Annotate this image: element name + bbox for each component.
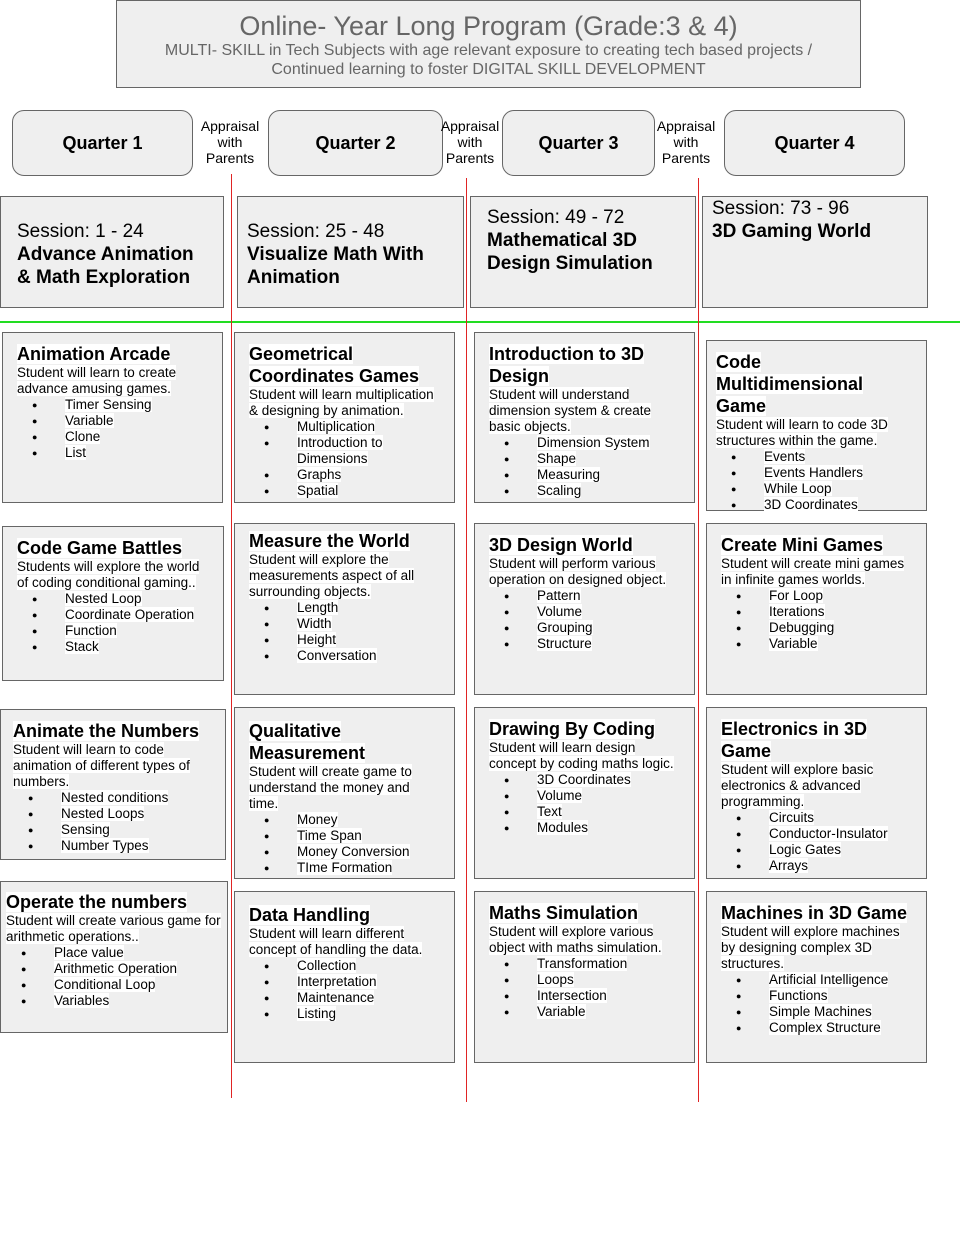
module-card [2,332,223,503]
module-card [706,523,927,695]
topic-list [6,945,221,1009]
module-description: Student will learn multiplication & designing by animation. [249,387,434,418]
module-card [706,707,927,879]
topic-item: ● Complex Structure [769,1020,912,1036]
topic-item: ● Grouping [537,620,680,636]
module-title: Introduction to 3D Design [489,344,644,386]
topic-item: ● Graphs [297,467,440,483]
topic-item: ● Place value [54,945,221,961]
topic-list [489,956,680,1020]
session-title: Animation [247,267,340,288]
topic-item: ● Maintenance [297,990,440,1006]
session-title: Advance Animation [17,244,194,265]
topic-item: ● Interpretation [297,974,440,990]
session-q4 [702,196,928,308]
topic-item: ● Variable [769,636,912,652]
topic-item: ● Pattern [537,588,680,604]
module-title: Geometrical Coordinates Games [249,344,420,386]
module-description: Student will explore machines by designing complex 3D structures. [721,924,900,971]
topic-item: ● Iterations [769,604,912,620]
topic-item: ● Conversation [297,648,440,664]
topic-item: ● Arrays [769,858,912,874]
topic-item: ● Spatial [297,483,440,499]
topic-item: ● Money Conversion [297,844,440,860]
module-title: Animation Arcade [17,344,171,364]
quarter-divider-line-2 [466,178,467,1102]
module-title: Electronics in 3D Game [721,719,868,761]
topic-item: ● Height [297,632,440,648]
module-title: Code Game Battles [17,538,183,558]
topic-item: ● Collection [297,958,440,974]
topic-item: ● Volume [537,788,680,804]
topic-item: ● Scaling [537,483,680,499]
session-title: Mathematical 3D [487,230,637,251]
topic-item: ● Variables [54,993,221,1009]
module-description: Student will explore basic electronics & advanced programming. [721,762,874,809]
topic-item: ● Text [537,804,680,820]
topic-item: ● Time Span [297,828,440,844]
topic-list [249,600,440,664]
module-description: Student will learn different concept of handling the data. [249,926,423,957]
topic-list [721,972,912,1036]
topic-list [489,588,680,652]
module-card [0,881,228,1033]
quarter-2: Quarter 2 [268,110,443,176]
module-card [0,709,226,860]
topic-list [716,449,912,513]
module-card [474,891,695,1063]
topic-item: ● Modules [537,820,680,836]
topic-item: ● List [65,445,208,461]
session-range: Session: 49 - 72 [487,207,625,228]
topic-item: ● Shape [537,451,680,467]
module-description: Student will create various game for arithmetic operations.. [6,913,221,944]
topic-item: ● Money [297,812,440,828]
module-description: Student will learn to create advance amusing games. [17,365,177,396]
module-card [474,332,695,503]
topic-item: ● Structure [537,636,680,652]
session-title: Design Simulation [487,253,653,274]
topic-list [17,591,209,655]
topic-item: ● Loops [537,972,680,988]
module-title: Maths Simulation [489,903,639,923]
section-divider-line [0,321,960,323]
session-q1 [0,196,224,308]
module-card [234,332,455,503]
topic-list [489,435,680,499]
topic-list [249,419,440,499]
module-card [2,526,224,681]
module-card [234,707,455,879]
topic-item: ● Width [297,616,440,632]
module-card [474,523,695,695]
topic-item: ● Sensing [61,822,213,838]
topic-list [17,397,208,461]
session-q2 [237,196,464,308]
topic-item: ● Simple Machines [769,1004,912,1020]
module-card [234,523,455,695]
topic-item: ● Stack [65,639,209,655]
quarter-3: Quarter 3 [502,110,655,176]
module-description: Student will explore the measurements aspect of all surrounding objects. [249,552,415,599]
topic-item: ● Transformation [537,956,680,972]
topic-item: ● Circuits [769,810,912,826]
topic-item: ● Volume [537,604,680,620]
module-description: Student will create mini games in infinite games worlds. [721,556,905,587]
session-range: Session: 1 - 24 [17,221,144,242]
quarter-divider-line-1 [231,174,232,1098]
module-title: Measure the World [249,531,410,551]
topic-item: ● Conditional Loop [54,977,221,993]
module-description: Student will perform various operation on designed object. [489,556,667,587]
topic-item: ● Arithmetic Operation [54,961,221,977]
module-title: Create Mini Games [721,535,884,555]
session-title: & Math Exploration [17,267,191,288]
topic-item: ● Variable [65,413,208,429]
topic-item: ● Listing [297,1006,440,1022]
module-description: Student will learn to code animation of different types of numbers. [13,742,190,789]
module-title: Animate the Numbers [13,721,200,741]
topic-item: ● 3D Coordinates [537,772,680,788]
module-title: Qualitative Measurement [249,721,366,763]
topic-item: ● Artificial Intelligence [769,972,912,988]
topic-item: ● Nested Loop [65,591,209,607]
session-title: 3D Gaming World [712,221,872,242]
topic-item: ● Variable [537,1004,680,1020]
topic-list [489,772,680,836]
topic-item: ● Number Types [61,838,213,854]
topic-item: ● Events Handlers [764,465,912,481]
program-header [116,0,861,88]
session-q3 [470,196,696,308]
topic-item: ● Nested Loops [61,806,213,822]
topic-list [249,812,440,876]
quarter-1: Quarter 1 [12,110,193,176]
topic-item: ● Introduction to Dimensions [297,435,440,467]
module-title: Operate the numbers [6,892,188,912]
topic-item: ● Measuring [537,467,680,483]
topic-item: ● Nested conditions [61,790,213,806]
topic-item: ● For Loop [769,588,912,604]
topic-list [721,588,912,652]
topic-list [249,958,440,1022]
module-title: Data Handling [249,905,371,925]
module-description: Students will explore the world of coding conditional gaming.. [17,559,200,590]
topic-item: ● TIme Formation [297,860,440,876]
module-description: Student will create game to understand the money and time. [249,764,412,811]
topic-list [721,810,912,874]
module-card [234,891,455,1063]
session-range: Session: 25 - 48 [247,221,385,242]
topic-item: ● While Loop [764,481,912,497]
topic-item: ● Conductor-Insulator [769,826,912,842]
module-card [706,891,927,1063]
session-range: Session: 73 - 96 [712,198,850,219]
module-title: Machines in 3D Game [721,903,908,923]
module-title: 3D Design World [489,535,633,555]
session-title: Visualize Math With [247,244,424,265]
appraisal-label-3: Appraisal with Parents [656,118,716,166]
topic-item: ● Timer Sensing [65,397,208,413]
topic-item: ● 3D Coordinates [764,497,912,513]
module-description: Student will learn to code 3D structures within the game. [716,417,888,448]
program-subtitle-line2: Continued learning to foster DIGITAL SKILL DEVELOPMENT [271,61,706,78]
topic-item: ● Events [764,449,912,465]
appraisal-label-2: Appraisal with Parents [440,118,500,166]
module-card [706,340,927,511]
quarter-4: Quarter 4 [724,110,905,176]
program-title: Online- Year Long Program (Grade:3 & 4) [239,11,738,41]
module-title: Drawing By Coding [489,719,655,739]
topic-item: ● Dimension System [537,435,680,451]
topic-list [13,790,213,854]
topic-item: ● Logic Gates [769,842,912,858]
topic-item: ● Length [297,600,440,616]
topic-item: ● Intersection [537,988,680,1004]
topic-item: ● Function [65,623,209,639]
quarter-divider-line-3 [698,178,699,1102]
topic-item: ● Coordinate Operation [65,607,209,623]
module-description: Student will understand dimension system & create basic objects. [489,387,652,434]
topic-item: ● Multiplication [297,419,440,435]
topic-item: ● Debugging [769,620,912,636]
program-subtitle-line1: MULTI- SKILL in Tech Subjects with age relevant exposure to creating tech based projects / [164,42,813,59]
module-title: Code Multidimensional Game [716,352,864,416]
topic-item: ● Functions [769,988,912,1004]
topic-item: ● Clone [65,429,208,445]
module-card [474,707,695,879]
appraisal-label-1: Appraisal with Parents [200,118,260,166]
module-description: Student will learn design concept by coding maths logic. [489,740,674,771]
module-description: Student will explore various object with maths simulation. [489,924,662,955]
